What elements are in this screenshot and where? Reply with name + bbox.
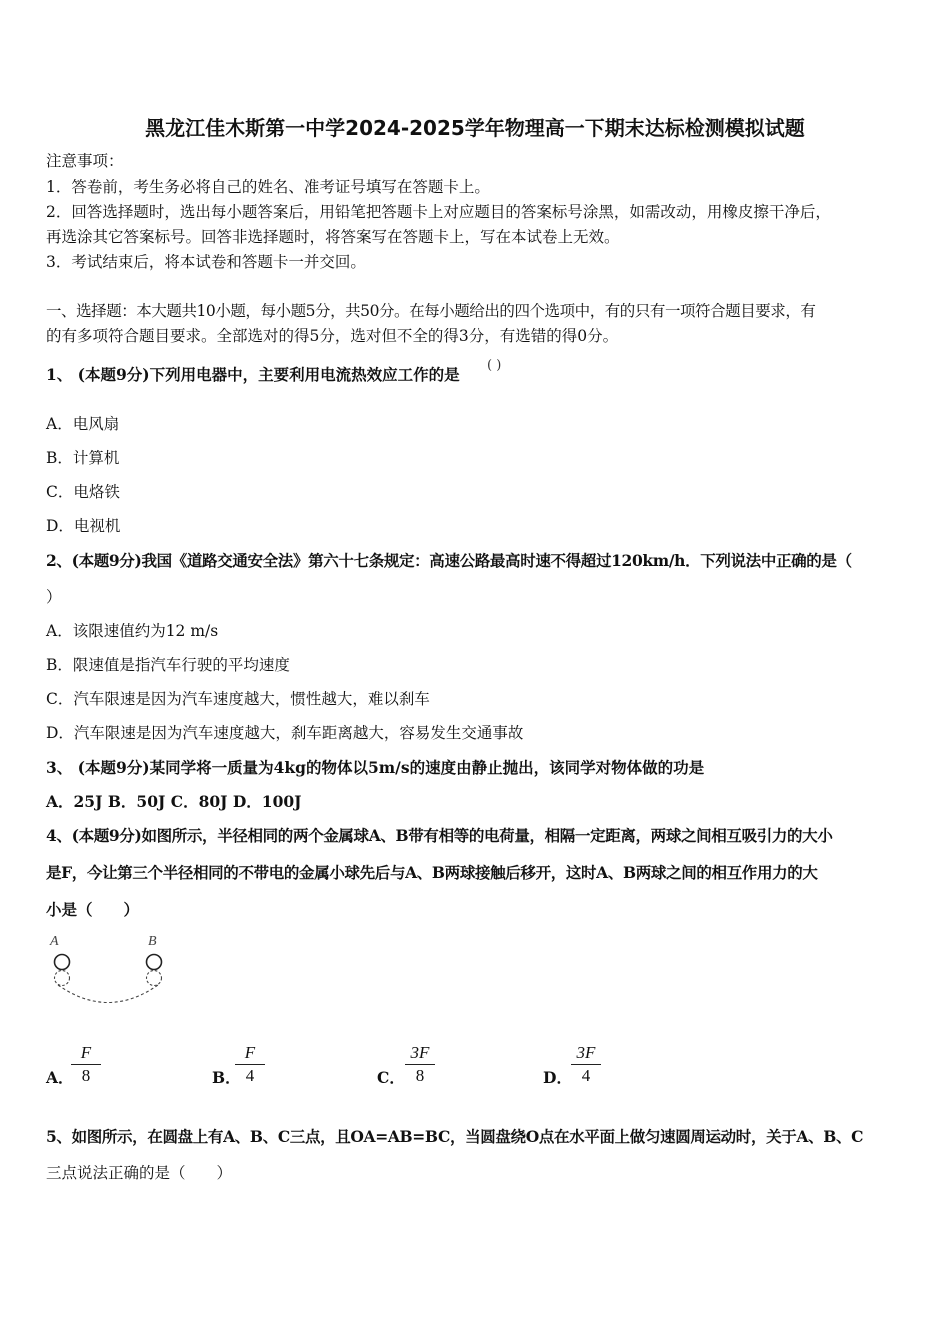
question-1-paren: ( ) [487, 358, 502, 373]
question-5-stem-2: 三点说法正确的是（ ） [46, 1164, 233, 1182]
page-title: 黑龙江佳木斯第一中学2024-2025学年物理高一下期末达标检测模拟试题 [145, 116, 805, 140]
sphere-a-dashed [55, 971, 70, 986]
fraction-numerator: F [71, 1043, 101, 1065]
notice-heading: 注意事项： [46, 152, 124, 170]
question-3-options: A．25J B．50J C．80J D．100J [46, 792, 302, 811]
section-header-line1: 一、选择题：本大题共10小题，每小题5分，共50分。在每小题给出的四个选项中，有的只有一项符合题目要求，有 [46, 302, 816, 320]
trajectory-path [58, 985, 158, 1003]
notice-item-2: 2．回答选择题时，选出每小题答案后，用铅笔把答题卡上对应题目的答案标号涂黑，如需改动，用橡皮擦干净后， [46, 203, 831, 221]
question-1-stem: 1、 (本题9分)下列用电器中，主要利用电流热效应工作的是 [46, 365, 460, 384]
question-1-option-b: B．计算机 [46, 449, 120, 467]
charged-spheres-figure [44, 930, 174, 1010]
question-4-option-b-fraction [235, 1043, 265, 1086]
question-4-option-d-fraction [571, 1043, 601, 1086]
question-4-option-a-letter: A． [46, 1068, 74, 1087]
question-2-option-d: D．汽车限速是因为汽车速度越大，刹车距离越大，容易发生交通事故 [46, 724, 524, 742]
question-1-option-d: D．电视机 [46, 517, 121, 535]
section-header-line2: 的有多项符合题目要求。全部选对的得5分，选对但不全的得3分，有选错的得0分。 [46, 327, 619, 345]
notice-item-2-cont: 再选涂其它答案标号。回答非选择题时，将答案写在答题卡上，写在本试卷上无效。 [46, 228, 620, 246]
question-4-option-b-letter: B． [212, 1068, 241, 1087]
question-4-option-c-letter: C． [377, 1068, 405, 1087]
question-3-stem: 3、 (本题9分)某同学将一质量为4kg的物体以5m/s的速度由静止抛出，该同学对物体做的功是 [46, 758, 705, 777]
sphere-a-label: A [50, 934, 59, 949]
question-4-stem-2: 是F，今让第三个半径相同的不带电的金属小球先后与A、B两球接触后移开，这时A、B两球之间的相互作用力的大 [46, 863, 818, 882]
question-2-option-c: C．汽车限速是因为汽车速度越大，惯性越大，难以刹车 [46, 690, 430, 708]
fraction-denominator: 8 [81, 1066, 91, 1085]
question-2-option-a: A．该限速值约为12 m/s [46, 622, 219, 640]
question-4-stem: 4、(本题9分)如图所示，半径相同的两个金属球A、B带有相等的电荷量，相隔一定距离，两球之间相互吸引力的大小 [46, 826, 833, 845]
question-2-stem: 2、(本题9分)我国《道路交通安全法》第六十七条规定：高速公路最高时速不得超过120km/h．下列说法中正确的是（ [46, 551, 852, 570]
question-1-option-a: A．电风扇 [46, 415, 120, 433]
question-2-option-b: B．限速值是指汽车行驶的平均速度 [46, 656, 290, 674]
notice-item-3: 3．考试结束后，将本试卷和答题卡一并交回。 [46, 253, 366, 271]
sphere-b-dashed [147, 971, 162, 986]
question-5-stem: 5、如图所示，在圆盘上有A、B、C三点，且OA=AB=BC，当圆盘绕O点在水平面上做匀速圆周运动时，关于A、B、C [46, 1127, 864, 1146]
question-1-option-c: C．电烙铁 [46, 483, 120, 501]
question-2-stem-cont: ） [46, 588, 62, 606]
fraction-numerator: 3F [405, 1043, 435, 1065]
sphere-b [147, 955, 162, 970]
question-4-option-c-fraction [405, 1043, 435, 1086]
fraction-denominator: 4 [245, 1066, 255, 1085]
notice-item-1: 1．答卷前，考生务必将自己的姓名、准考证号填写在答题卡上。 [46, 178, 490, 196]
fraction-numerator: 3F [571, 1043, 601, 1065]
sphere-a [55, 955, 70, 970]
fraction-denominator: 8 [415, 1066, 425, 1085]
fraction-numerator: F [235, 1043, 265, 1065]
question-4-option-d-letter: D． [543, 1068, 572, 1087]
sphere-b-label: B [148, 934, 157, 949]
question-4-option-a-fraction [71, 1043, 101, 1086]
question-4-stem-3: 小是（ ） [46, 900, 140, 919]
fraction-denominator: 4 [581, 1066, 591, 1085]
